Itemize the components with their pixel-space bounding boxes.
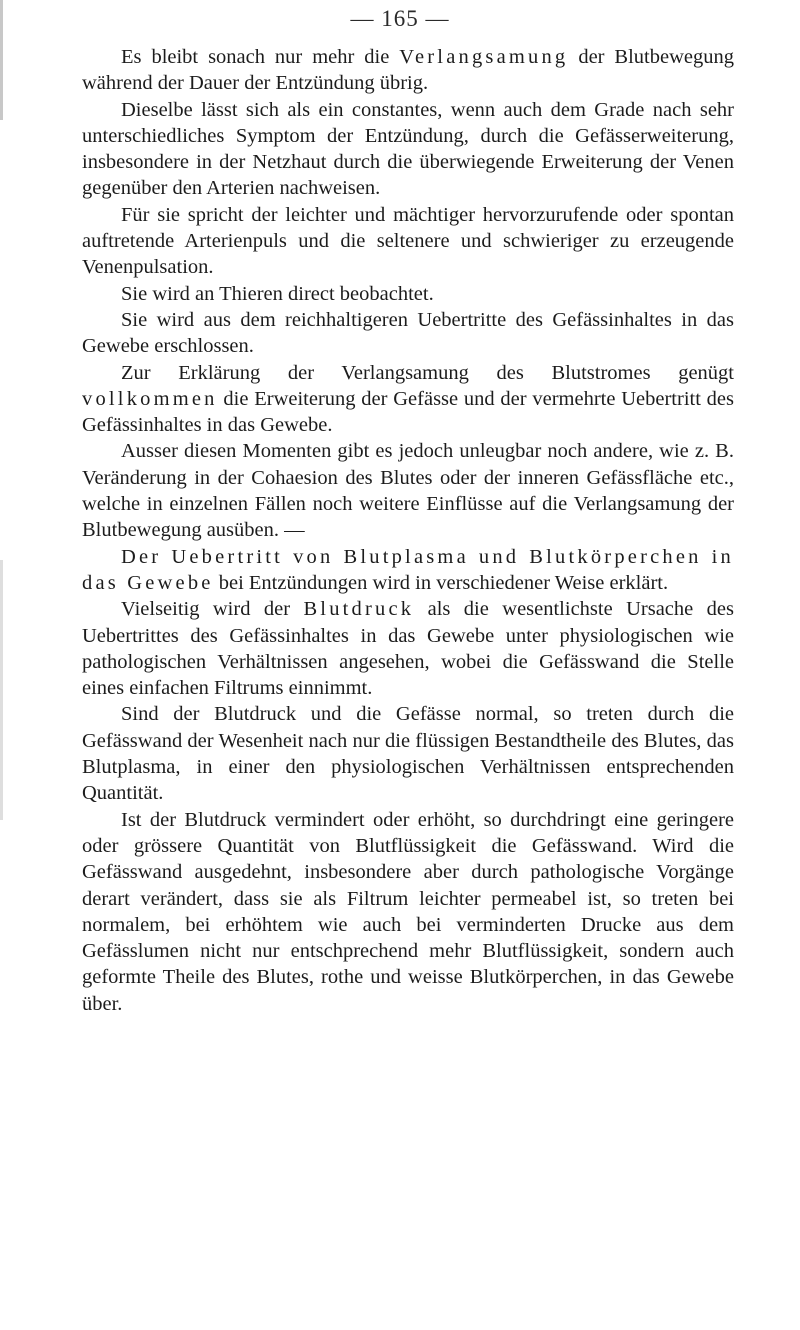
- paragraph-text: als die wesentlichste Ursache des Uebertrittes des Gefässinhaltes in das Gewebe unter physiologischen wie pathologischen Verhältnissen angesehen, wobei die Gefässwand die Stelle eines einfachen Filtrums einnimmt.: [82, 598, 734, 700]
- paragraph-text: Vielseitig wird der: [121, 598, 304, 621]
- paragraph-text: Sind der Blutdruck und die Gefässe normal, so treten durch die Gefässwand der Wesenheit nach nur die flüssigen Bestandtheile des Blutes, das Blutplasma, in einer den physiologischen Verhältnissen entsprechenden Quantität.: [82, 703, 734, 805]
- paragraph: [82, 438, 734, 543]
- emphasized-text: Verlangsamung: [399, 46, 569, 68]
- emphasized-text: Der Uebertritt von Blutplasma und Blutkörperchen in das Gewebe: [82, 545, 734, 594]
- emphasized-text: vollkommen: [82, 387, 218, 410]
- paragraph-text: die Erweiterung der Gefässe und der vermehrte Uebertritt des Gefässinhaltes in das Gewebe.: [82, 387, 734, 437]
- paragraph-text: Ist der Blutdruck vermindert oder erhöht, so durchdringt eine geringere oder grössere Quantität von Blutflüssigkeit die Gefässwand. Wird die Gefässwand ausgedehnt, insbesondere aber durch pathologische Vorgänge derart verändert, dass sie als Filtrum leichter permeabel ist, so treten bei normalem, bei erhöhtem wie auch bei verminderten Drucke aus dem Gefässlumen nicht nur entschprechend mehr Blutflüssigkeit, sondern auch geformte Theile des Blutes, rothe und weisse Blutkörperchen, in das Gewebe über.: [82, 808, 734, 1015]
- paragraph: [82, 360, 734, 439]
- paragraph-text: Zur Erklärung der Verlangsamung des Blutstromes genügt: [121, 361, 734, 384]
- paragraph: [82, 544, 734, 597]
- paragraph-text: Für sie spricht der leichter und mächtiger hervorzurufende oder spontan auftretende Arterienpuls und die seltenere und schwieriger zu erzeugende Venenpulsation.: [82, 203, 734, 279]
- emphasized-text: Blutdruck: [303, 598, 415, 621]
- body-text: [82, 44, 734, 1017]
- paragraph-text: Ausser diesen Momenten gibt es jedoch unleugbar noch andere, wie z. B. Veränderung in der Cohaesion des Blutes oder der inneren Gefässfläche etc., welche in einzelnen Fällen noch weitere Einflüsse auf die Verlangsamung der Blutbewegung ausüben. —: [82, 440, 734, 542]
- paragraph: [82, 44, 734, 97]
- paragraph-text: Dieselbe lässt sich als ein constantes, wenn auch dem Grade nach sehr unterschiedliches Symptom der Entzündung, durch die Gefässerweiterung, insbesondere in der Netzhaut durch die überwiegende Erweiterung der Venen gegenüber den Arterien nachweisen.: [82, 98, 734, 200]
- page-edge-shadow: [0, 560, 3, 820]
- paragraph: [82, 701, 734, 806]
- paragraph: [82, 807, 734, 1017]
- page-number: — 165 —: [350, 6, 450, 31]
- paragraph: [82, 281, 734, 307]
- paragraph: [82, 97, 734, 202]
- paragraph-text: der Blutbewegung während der Dauer der Entzündung übrig.: [82, 46, 734, 95]
- paragraph-text: bei Entzündungen wird in verschiedener Weise erklärt.: [213, 571, 669, 594]
- paragraph: [82, 307, 734, 360]
- paragraph: [82, 202, 734, 281]
- paragraph-text: Sie wird an Thieren direct beobachtet.: [121, 282, 434, 305]
- paragraph-text: Sie wird aus dem reichhaltigeren Uebertritte des Gefässinhaltes in das Gewebe erschlossen.: [82, 308, 734, 358]
- paragraph: [82, 596, 734, 701]
- paragraph-text: Es bleibt sonach nur mehr die: [121, 46, 400, 68]
